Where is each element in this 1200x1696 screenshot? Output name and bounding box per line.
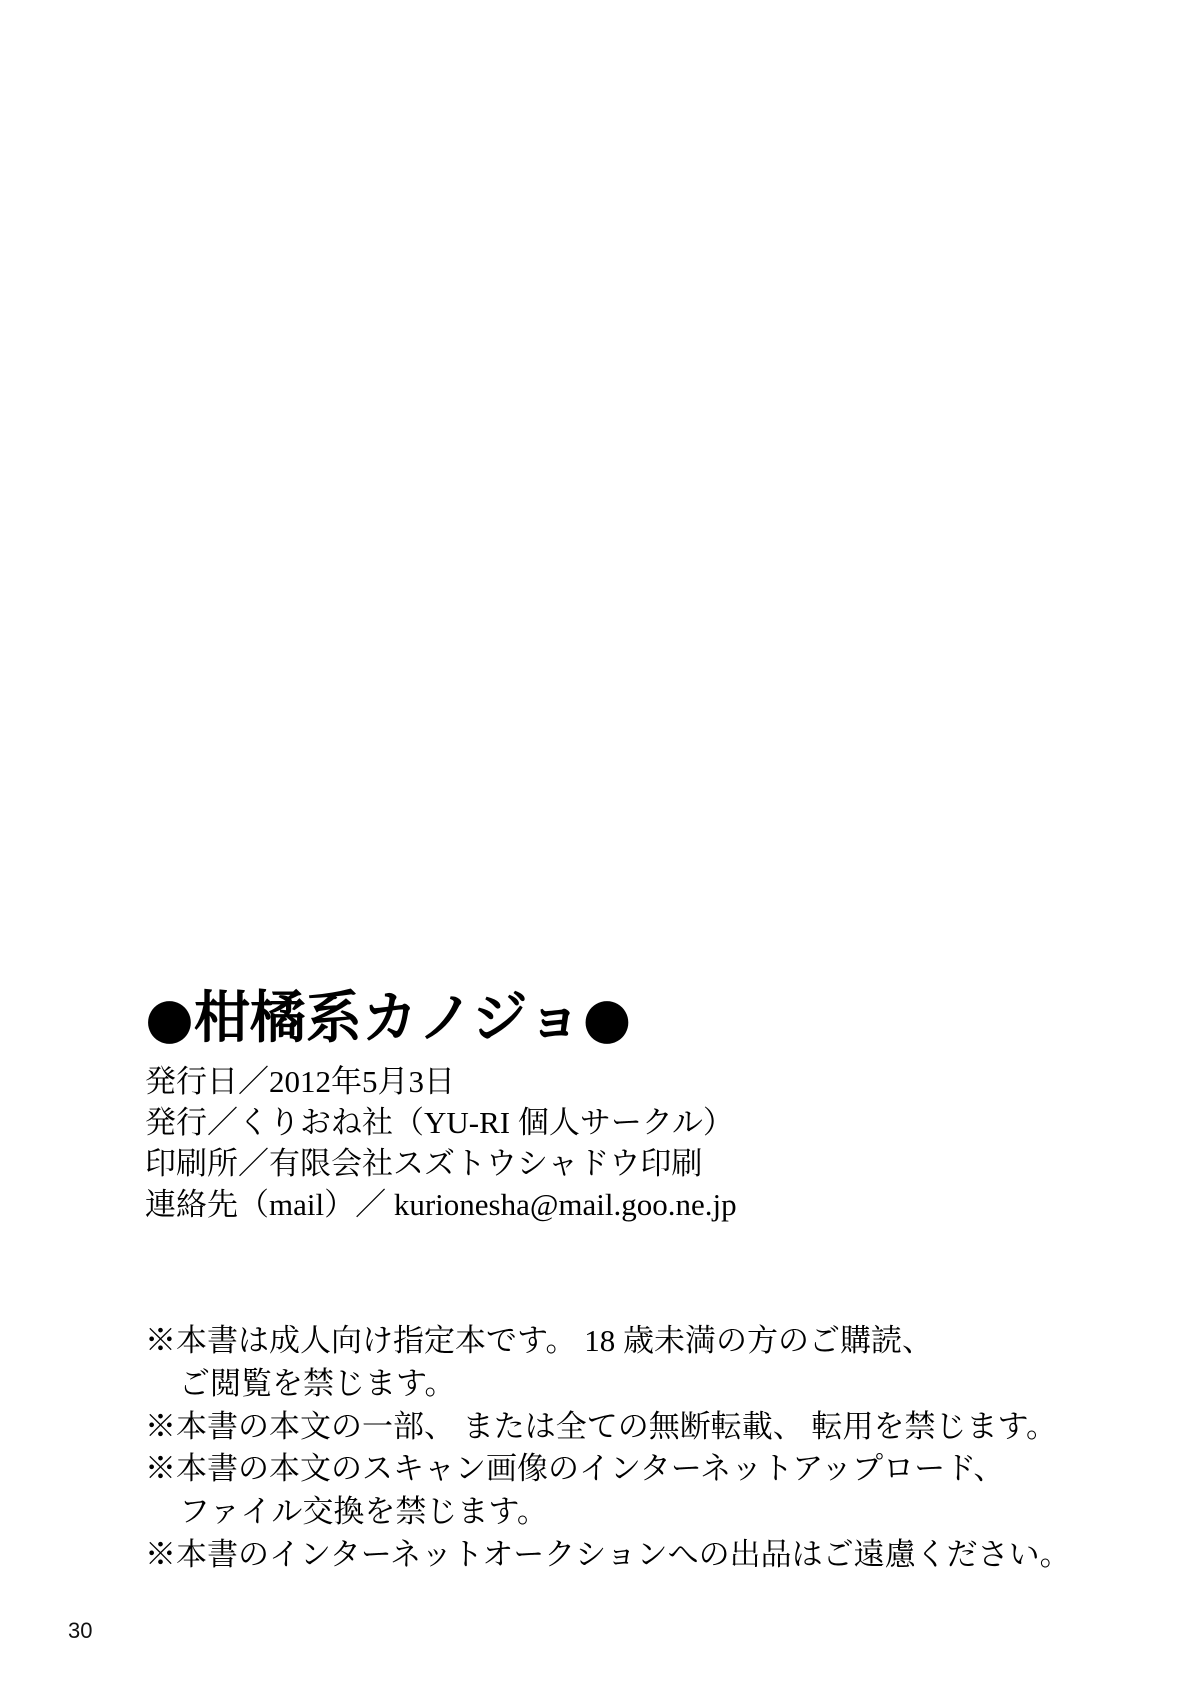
imprint-list [145, 1061, 1105, 1226]
imprint-line-publish-date: 発行日／2012年5月3日 [145, 1063, 455, 1099]
notice-line: ご閲覧を禁じます。 [179, 1365, 456, 1401]
notice-line: ※本書は成人向け指定本です。 18 歳未満の方のご購読、 [145, 1323, 934, 1358]
notice-line: ※本書の本文のスキャン画像のインターネットアップロード、 [145, 1451, 1005, 1487]
notice-line: ファイル交換を禁じます。 [179, 1494, 548, 1530]
page-title: ●柑橘系カノジョ● [145, 986, 632, 1051]
imprint-line-printer: 印刷所／有限会社スズトウシャドウ印刷 [145, 1146, 703, 1182]
page-number: 30 [68, 1618, 93, 1643]
colophon-block [145, 986, 1105, 1226]
imprint-line-contact-mail: 連絡先（mail）／ kurionesha@mail.goo.ne.jp [145, 1187, 737, 1223]
imprint-line-publisher: 発行／くりおね社（YU-RI 個人サークル） [145, 1105, 734, 1141]
notice-line: ※本書のインターネットオークションへの出品はご遠慮ください。 [145, 1536, 1071, 1572]
notice-line: ※本書の本文の一部、 または全ての無断転載、 転用を禁じます。 [145, 1408, 1058, 1444]
notices-block [145, 1320, 1145, 1577]
